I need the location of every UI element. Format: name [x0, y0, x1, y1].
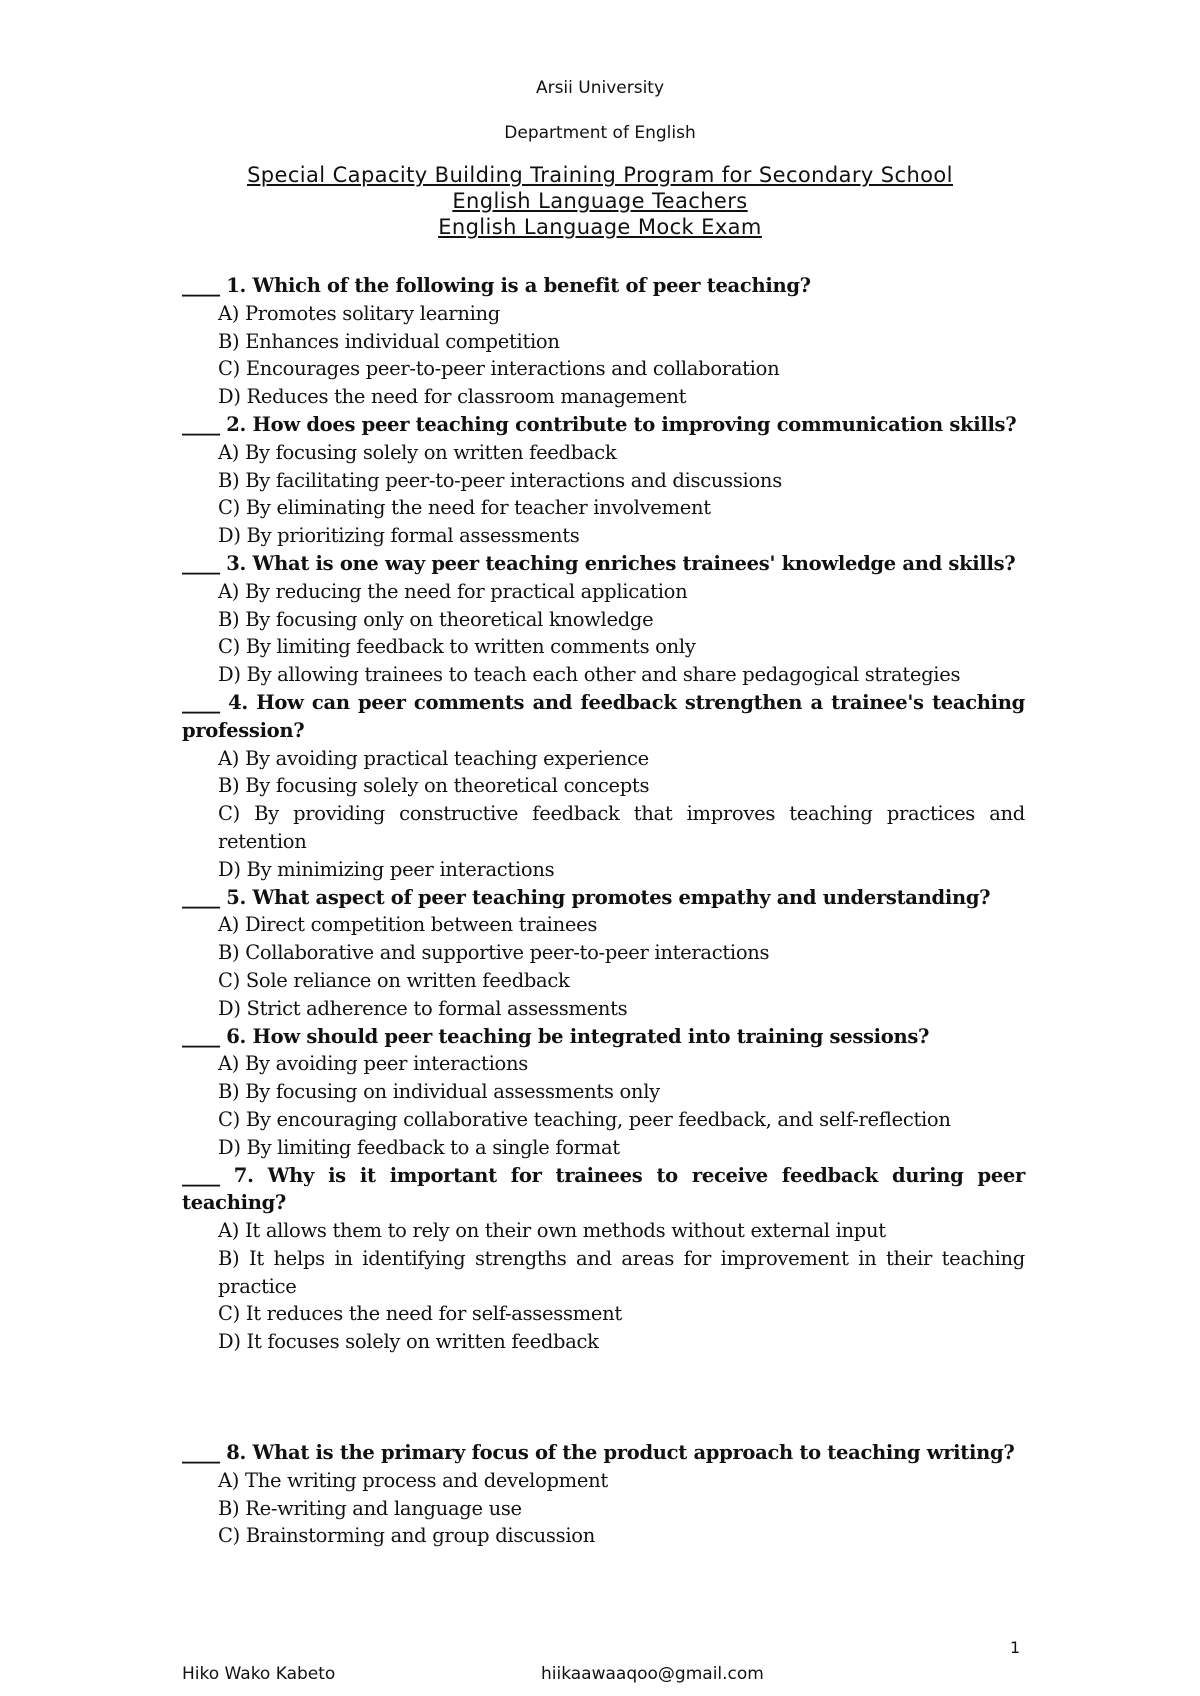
option-a: A) Promotes solitary learning	[218, 301, 500, 325]
question-text: ____ 4. How can peer comments and feedback strengthen a trainee's teaching profession?	[182, 690, 1025, 742]
question-text: ____ 2. How does peer teaching contribute to improving communication skills?	[182, 412, 1017, 436]
option-b: B) By facilitating peer-to-peer interactions and discussions	[218, 468, 782, 492]
option-c: C) By eliminating the need for teacher involvement	[218, 496, 711, 520]
option-d: D) By prioritizing formal assessments	[218, 524, 580, 548]
option-d: D) It focuses solely on written feedback	[218, 1330, 599, 1354]
title-line-2: English Language Teachers	[452, 189, 748, 213]
question-text: ____ 8. What is the primary focus of the product approach to teaching writing?	[182, 1441, 1015, 1465]
option-c: C) Sole reliance on written feedback	[218, 968, 570, 992]
option-b: B) By focusing only on theoretical knowledge	[218, 607, 654, 631]
option-b: B) Enhances individual competition	[218, 329, 560, 353]
university-name: Arsii University	[535, 78, 665, 98]
question-4	[182, 689, 1025, 884]
option-d: D) By limiting feedback to a single format	[218, 1135, 620, 1159]
option-a: A) It allows them to rely on their own methods without external input	[218, 1219, 886, 1243]
question-8	[182, 1439, 1025, 1550]
question-list	[182, 272, 1025, 1550]
option-c: C) By providing constructive feedback that improves teaching practices and retention	[218, 802, 1025, 853]
option-d: D) By minimizing peer interactions	[218, 857, 555, 881]
footer-author: Hiko Wako Kabeto	[182, 1664, 336, 1684]
question-2	[182, 411, 1025, 550]
option-c: C) It reduces the need for self-assessment	[218, 1302, 622, 1326]
option-b: B) It helps in identifying strengths and areas for improvement in their teaching practice	[218, 1246, 1025, 1298]
option-a: A) By avoiding practical teaching experience	[218, 746, 649, 770]
option-a: A) By focusing solely on written feedback	[218, 440, 617, 464]
option-a: A) By avoiding peer interactions	[218, 1052, 528, 1076]
option-c: C) By encouraging collaborative teaching, peer feedback, and self-reflection	[218, 1107, 951, 1131]
footer-email: hiikaawaaqoo@gmail.com	[541, 1664, 764, 1684]
page-number: 1	[1010, 1638, 1021, 1657]
option-b: B) By focusing solely on theoretical concepts	[218, 774, 650, 798]
question-text: ____ 1. Which of the following is a benefit of peer teaching?	[182, 274, 811, 297]
option-c: C) Brainstorming and group discussion	[218, 1524, 595, 1548]
title-line-3: English Language Mock Exam	[438, 215, 762, 239]
title-line-1: Special Capacity Building Training Program for Secondary School	[247, 163, 953, 187]
option-a: A) Direct competition between trainees	[218, 913, 598, 937]
exam-title	[0, 162, 1200, 240]
question-1	[182, 272, 1025, 411]
question-text: ____ 5. What aspect of peer teaching promotes empathy and understanding?	[182, 885, 991, 909]
option-a: A) The writing process and development	[218, 1468, 608, 1492]
option-d: D) By allowing trainees to teach each other and share pedagogical strategies	[218, 663, 961, 687]
option-c: C) By limiting feedback to written comments only	[218, 635, 696, 659]
question-text: ____ 7. Why is it important for trainees to receive feedback during peer teaching?	[182, 1163, 1025, 1215]
option-d: D) Strict adherence to formal assessments	[218, 996, 628, 1020]
page-spacer	[182, 1356, 1025, 1439]
option-a: A) By reducing the need for practical application	[218, 579, 688, 603]
question-text: ____ 6. How should peer teaching be integrated into training sessions?	[182, 1024, 930, 1048]
question-3	[182, 550, 1025, 689]
question-7	[182, 1162, 1025, 1357]
option-b: B) Collaborative and supportive peer-to-peer interactions	[218, 941, 770, 965]
option-b: B) Re-writing and language use	[218, 1496, 522, 1520]
question-text: ____ 3. What is one way peer teaching enriches trainees' knowledge and skills?	[182, 551, 1016, 575]
option-b: B) By focusing on individual assessments only	[218, 1080, 660, 1104]
option-c: C) Encourages peer-to-peer interactions and collaboration	[218, 357, 780, 381]
department-name: Department of English	[504, 123, 696, 143]
question-6	[182, 1023, 1025, 1162]
question-5	[182, 884, 1025, 1023]
option-d: D) Reduces the need for classroom management	[218, 385, 687, 409]
